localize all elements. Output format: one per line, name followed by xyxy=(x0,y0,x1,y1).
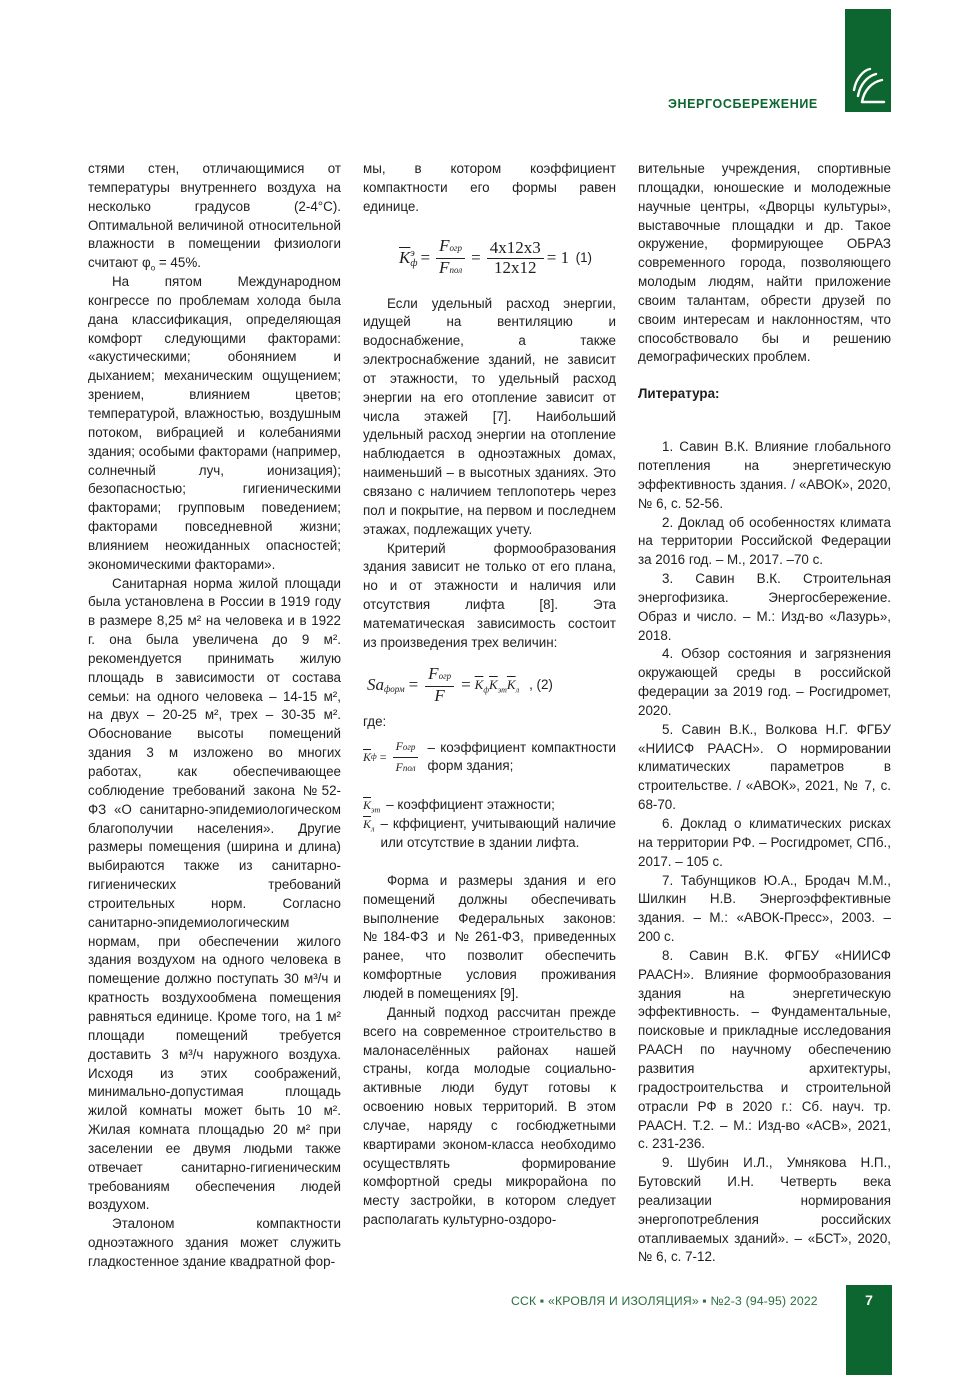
literature-heading: Литература: xyxy=(638,386,720,402)
where-label: где: xyxy=(363,713,387,729)
text-column-1 xyxy=(88,160,341,1272)
text-column-3 xyxy=(638,160,891,1267)
reference-item: 1. Савин В.К. Влияние глобального потепления на энергетическую эффективность здания. / «АВОК», 2020, № 6, с. 52-56. xyxy=(638,439,891,511)
section-title: ЭНЕРГОСБЕРЕЖЕНИЕ xyxy=(668,97,818,111)
paragraph: На пятом Международном конгрессе по проблемам холода была дана классификация, определяющая комфорт следующими факторами: «акустическими; обонянием и дыханием; механическим ощущением; зрением, влиянием цветов; температурой, влажностью, воздушным потоком, вибрацией и колебаниями здания; особыми факторами (например, солнечный луч, ионизация); безопасностью; гигиеническими факторами; групповым поведением; факторами повседневной жизни; влиянием неожиданных опасностей; экономическими факторами». xyxy=(88,274,341,572)
paragraph: Форма и размеры здания и его помещений должны обеспечивать выполнение Федеральных законов: №184-ФЗ и №261-ФЗ, приведенных ранее, что позволит обеспечить комфортные условия проживания людей в помещениях [9]. xyxy=(363,872,616,1001)
paragraph: Если удельный расход энергии, идущей на вентиляцию и водоснабжение, а также электроснабжение зданий, не зависит от этажности, то удельный расход энергии на его отопление зависит от числа этажей [7]. Наибольший удельный расход энергии на отопление наблюдается в одноэтажных домах, наименьший – в высотных зданиях. Это связано с наличием теплопотерь через пол и покрытие, на первом и последнем этажах, подлежащих учету. xyxy=(363,295,616,537)
paragraph: стями стен, отличающимися от температуры внутреннего воздуха на несколько градусов (2-4°С). Оптимальной величиной относительной влажности в помещении физиологи считают $\varphi_о = 45\%$. xyxy=(88,161,341,273)
reference-item: 9. Шубин И.Л., Умнякова Н.П., Бутовский И.Н. Четверть века реализации нормирования энергопотребления российских отапливаемых зданий». – «БСТ», 2020, № 6, с. 7-12. xyxy=(638,1155,891,1265)
equation-number: (1) xyxy=(575,249,592,265)
reference-item: 7. Табунщиков Ю.А., Бродач М.М., Шилкин Н.В. Энергоэффективные здания. – М.: «АВОК-Пресс», 2003. – 200 с. xyxy=(638,872,891,945)
definition-lift: $\overline{K}_л$ – кффициент, учитывающий наличие или отсутствие в здании лифта. xyxy=(363,816,616,851)
leaves-logo-icon xyxy=(850,64,888,108)
formula-1: $\overline{K}$ э ф = $\frac{\text{Fогр}}{\text{Fпол}}$ = $\frac{4x12x3}{12x12}$ = 1 (1) xyxy=(399,236,592,278)
text-column-2 xyxy=(363,160,616,1230)
reference-item: 2. Доклад об особенностях климата на территории Российской Федерации за 2016 год. – М., 2017. –70 с. xyxy=(638,514,891,568)
paragraph: мы, в котором коэффициент компактности его формы равен единице. xyxy=(363,161,616,214)
definition-compactness: $\overline{K}$ ф = $\frac{\text{Fогр}}{\text{Fпол}}$ – коэффициент компактности форм здания; xyxy=(363,739,616,774)
paragraph: вительные учреждения, спортивные площадки, юношеские и молодежные научные центры, «Дворцы культуры», выставочные площадки и др. Такое окружение, формирующее ОБРАЗ современного города, позволяющего молодым людям, найти приложение своим талантам, обрести друзей по своим интересам и наклонностям, что способствовало бы и решению демографических проблем. xyxy=(638,161,891,365)
paragraph: Критерий формообразования здания зависит не только от его плана, но и от этажности и наличия или отсутствия лифта [8]. Эта математическая зависимость состоит из произведения трех величин: xyxy=(363,540,616,650)
page-number: 7 xyxy=(865,1292,873,1308)
reference-item: 3. Савин В.К. Строительная энергофизика. Энергосбережение. Образ и число. – М.: Изд-во «Лазурь», 2018. xyxy=(638,571,891,643)
reference-item: 8. Савин В.К. ФГБУ «НИИСФ РААСН». Влияние формообразования здания на энергетическую эффективность. – Фундаментальные, поисковые и прикладные исследования РААСН по научному обеспечению развития архитектуры, градостроительства и строительной отрасли РФ в 2020 г.: Сб. науч. тр. РААСН. Т.2. – М.: Изд-во «АСВ», 2021, с. 231-236. xyxy=(638,947,891,1152)
equation-number: , (2) xyxy=(529,677,553,693)
reference-item: 4. Обзор состояния и загрязнения окружающей среды в российской федерации за 2019 год. – Росгидромет, 2020. xyxy=(638,646,891,718)
definition-floors: $\overline{K}_{эт}$ – коэффициент этажности; xyxy=(363,797,555,815)
reference-item: 5. Савин В.К., Волкова Н.Г. ФГБУ «НИИСФ РААСН». О нормировании климатических параметров в строительстве. / «АВОК», 2021, № 7, с. 68-70. xyxy=(638,721,891,813)
paragraph: Данный подход рассчитан прежде всего на современное строительство в малонаселённых районах нашей страны, когда молодые социально-активные люди будут готовы к освоению новых территорий. В этом случае, наряду с госбюджетными квартирами эконом-класса необходимо осуществлять формирование комфортной среды микрорайона по месту застройки, в котором следует располагать культурно-оздоро- xyxy=(363,1004,616,1228)
paragraph: Санитарная норма жилой площади была установлена в России в 1919 году в размере 8,25 м² на человека и в 1922 г. она была увеличена до 9 м². рекомендуется принимать жилую площадь в зависимости от состава семьи: на одного человека – 14-15 м², на двух – 20-25 м², трех – 30-35 м². Обоснование высоты помещений здания 3 м изложено во многих работах, как обеспечивающее соблюдение требований закона №52-ФЗ «О санитарно-эпидемиологическом благополучии населения». Другие размеры помещения (ширина и длина) выбираются также из санитарно-гигиенических требований строительных норм. Согласно санитарно-эпидемиологическим нормам, при обеспечении жилого здания воздухом на одного человека в помещение должно поступать 30 м³/ч и кратность воздухообмена помещения равняться единице. Кроме того, на 1 м² площади помещений требуется доставить 3 м³/ч наружного воздуха. Исходя из этих соображений, минимально-допустимая площадь жилой комнаты может быть 10 м². Жилая комната площадью 20 м² при заселении ее двумя людьми также отвечает санитарно-гигиеническим требованиям обеспечения людей воздухом. xyxy=(88,575,341,1213)
reference-item: 6. Доклад о климатических рисках на территории РФ. – Росгидромет, СПб., 2017. – 105 с. xyxy=(638,816,891,869)
paragraph: Эталоном компактности одноэтажного здания может служить гладкостенное здание квадратной фор- xyxy=(88,1216,341,1269)
journal-footer: ССК ▪ «КРОВЛЯ И ИЗОЛЯЦИЯ» ▪ №2-3 (94-95) 2022 xyxy=(511,1294,818,1308)
formula-2: Sa форм = $\frac{\text{Fогр}}{F}$ = $\overline{K}_ф\overline{K}_{эт}\overline{K}_л$ , (2) xyxy=(367,664,553,706)
